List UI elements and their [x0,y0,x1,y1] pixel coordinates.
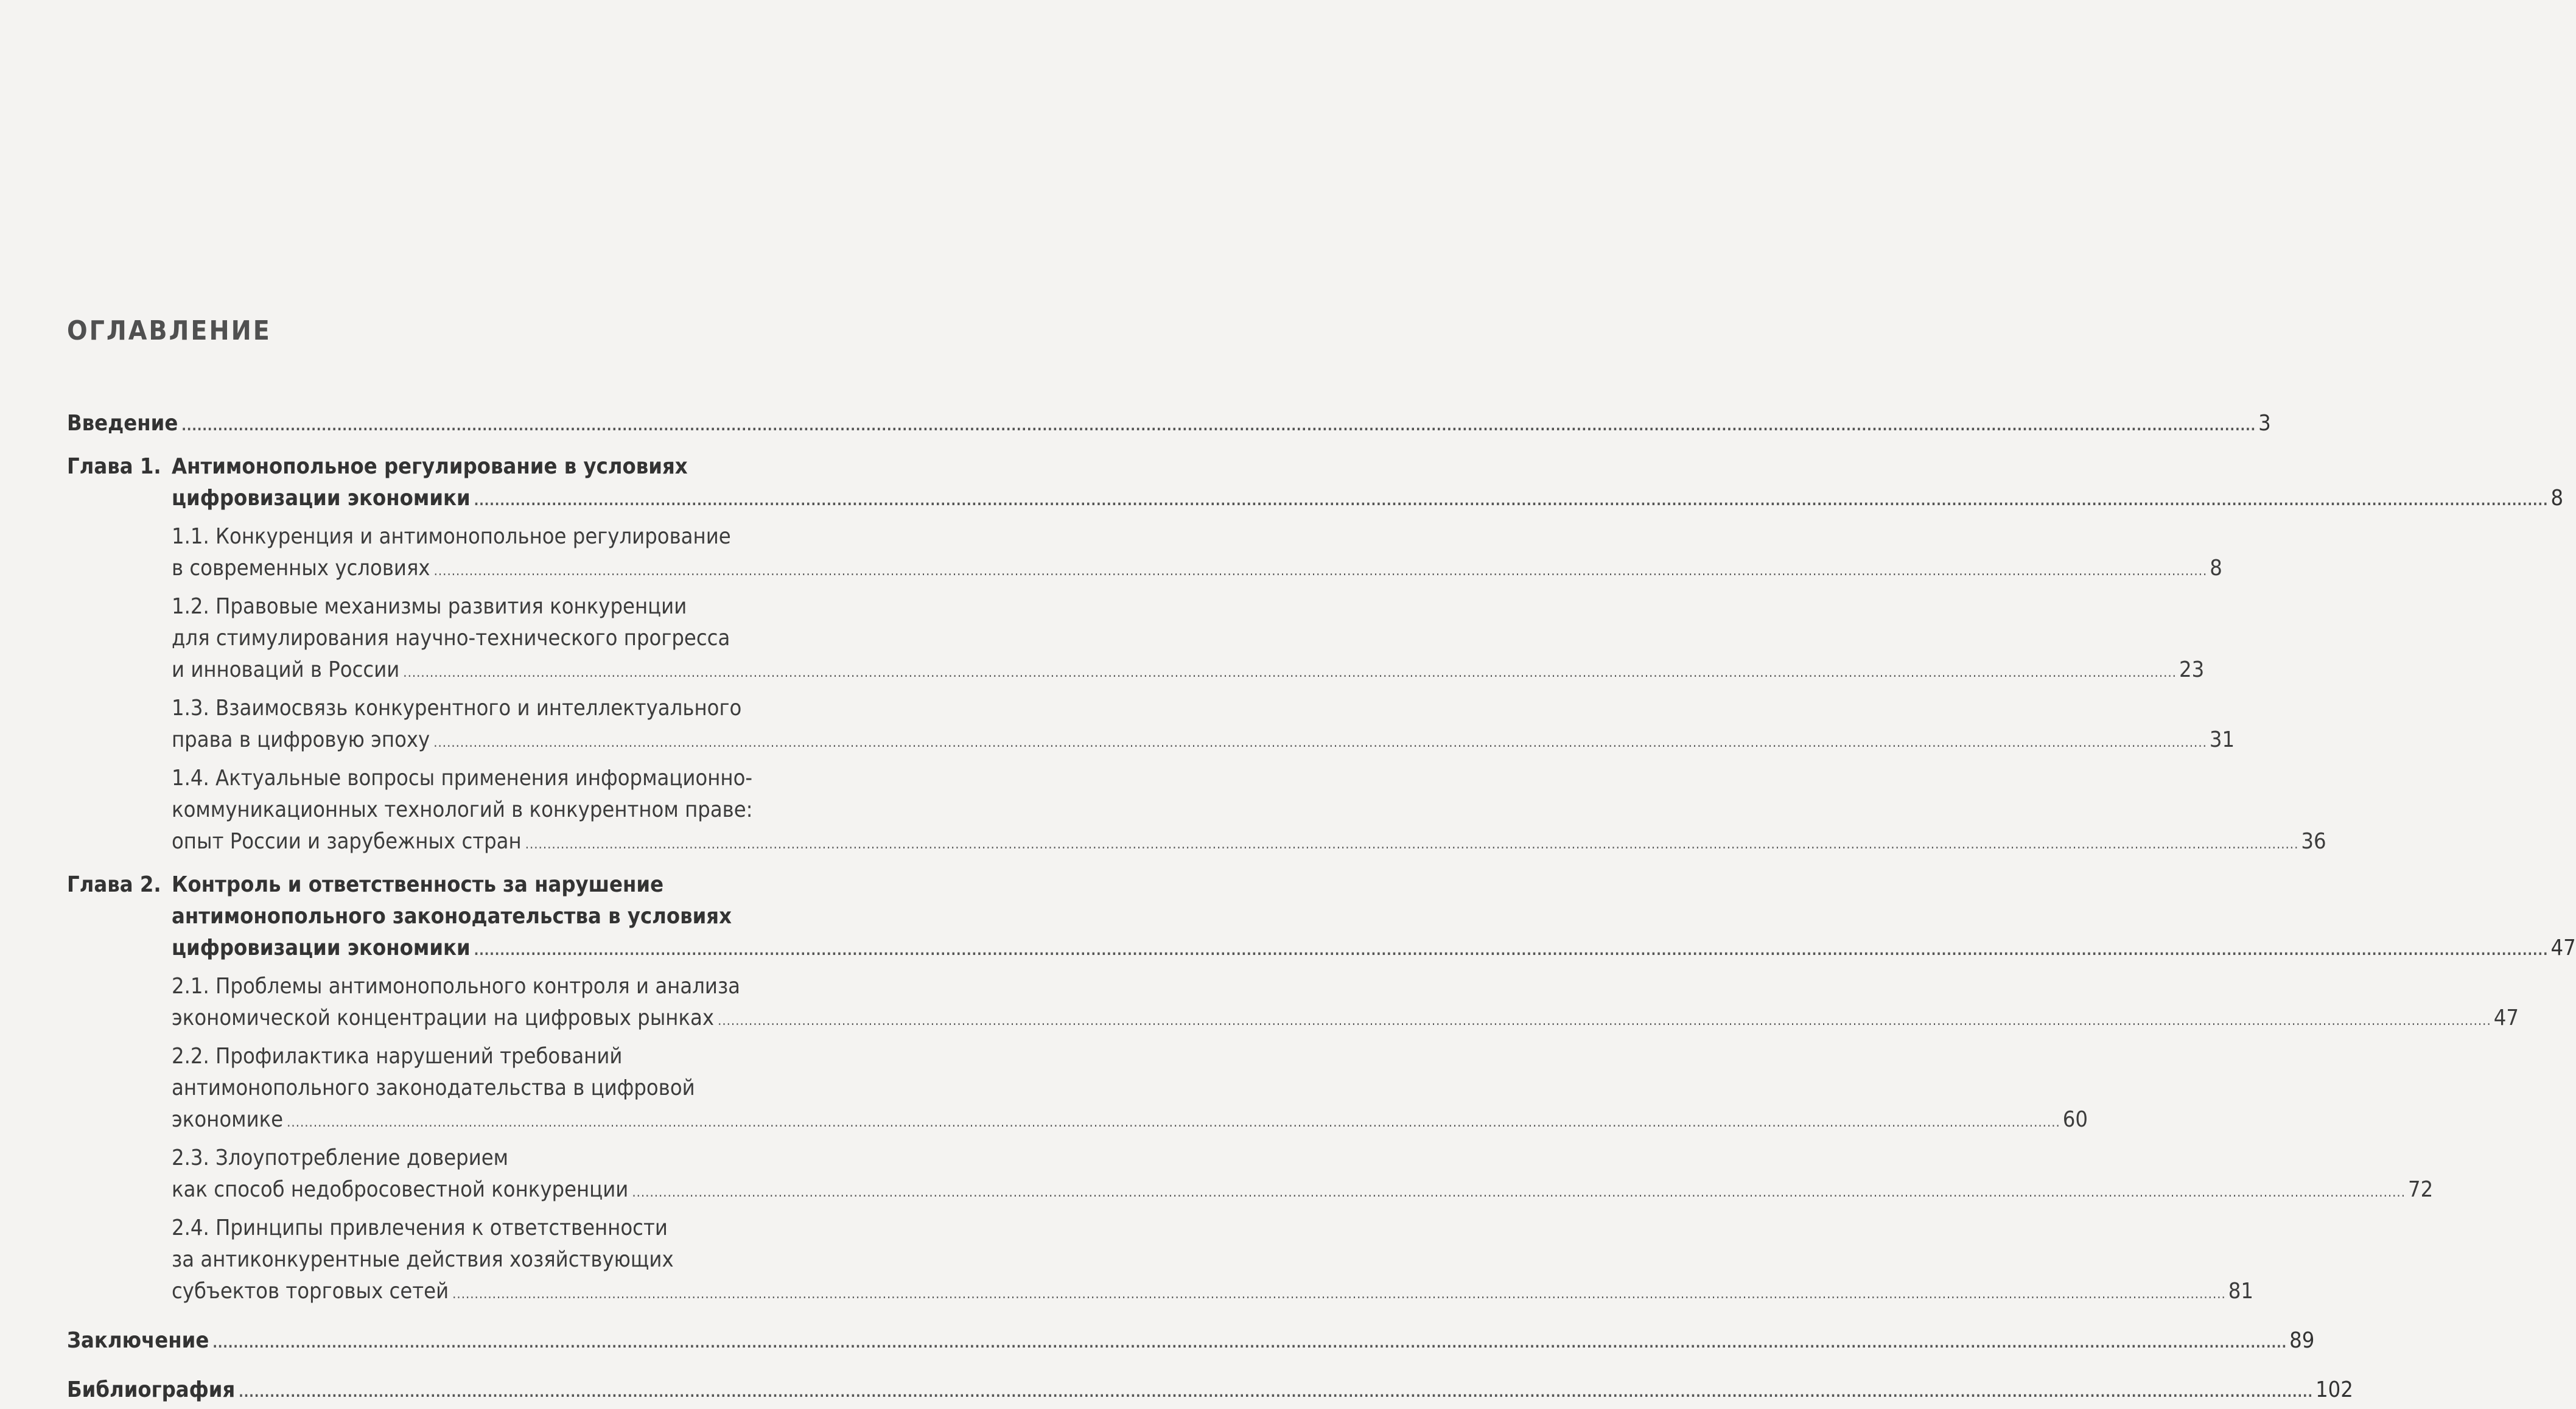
toc-section-1-2 [67,591,2205,689]
toc-entry-title: как способ недобросовестной конкуренции [172,1177,629,1202]
toc-page-number: 36 [2301,829,2326,854]
toc-entry-title: антимонопольного законодательства в условиях [172,904,732,929]
toc-chapter-2 [67,869,2576,967]
toc-entry-title: 1.2. Правовые механизмы развития конкуренции [172,594,687,619]
table-of-contents [67,408,2576,1409]
toc-entry-title: 1.4. Актуальные вопросы применения информационно- [172,766,753,791]
toc-entry-bibliography [67,1374,2353,1409]
toc-entry-title: в современных условиях [172,556,430,581]
dot-leader: ................................................................................................................................................................................................................................................................................................................................................................................................................ [181,419,2256,434]
toc-entry-title: Заключение [67,1328,209,1353]
toc-entry-title: цифровизации экономики [172,486,471,511]
dot-leader: ................................................................................................................................................................................................................................................................................................................................................................................................................ [433,564,2208,579]
toc-entry-title: опыт России и зарубежных стран [172,829,522,854]
toc-entry-title: 2.4. Принципы привлечения к ответственности [172,1215,668,1240]
dot-leader: ................................................................................................................................................................................................................................................................................................................................................................................................................ [474,943,2549,959]
dot-leader: ................................................................................................................................................................................................................................................................................................................................................................................................................ [403,665,2177,680]
toc-page-number: 47 [2493,1005,2519,1030]
toc-entry-title: для стимулирования научно-технического прогресса [172,626,730,651]
toc-entry-title: 1.3. Взаимосвязь конкурентного и интеллектуального [172,696,742,721]
toc-entry-intro [67,408,2271,442]
toc-entry-conclusion [67,1325,2315,1360]
toc-section-2-4 [67,1212,2253,1310]
toc-page-number: 8 [2550,486,2564,511]
chapter-label: Глава 1. [67,454,161,479]
toc-entry-title: экономической концентрации на цифровых рынках [172,1005,715,1030]
toc-section-2-2 [67,1041,2088,1139]
toc-entry-title: 1.1. Конкуренция и антимонопольное регулирование [172,524,731,549]
toc-page-number: 23 [2179,657,2205,682]
toc-entry-title: антимонопольного законодательства в цифровой [172,1075,695,1100]
toc-section-2-3 [67,1142,2434,1209]
dot-leader: ................................................................................................................................................................................................................................................................................................................................................................................................................ [287,1115,2060,1130]
toc-entry-title: Антимонопольное регулирование в условиях [172,454,688,479]
toc-entry-title: Введение [67,411,178,436]
toc-page-number: 81 [2228,1279,2253,1304]
dot-leader: ................................................................................................................................................................................................................................................................................................................................................................................................................ [525,837,2299,852]
dot-leader: ................................................................................................................................................................................................................................................................................................................................................................................................................ [632,1185,2406,1200]
toc-entry-title: 2.1. Проблемы антимонопольного контроля и анализа [172,974,741,999]
toc-page-number: 47 [2550,935,2576,960]
toc-entry-title: 2.2. Профилактика нарушений требований [172,1044,623,1069]
toc-entry-title: субъектов торговых сетей [172,1279,449,1304]
page-title: ОГЛАВЛЕНИЕ [67,315,271,346]
dot-leader: ................................................................................................................................................................................................................................................................................................................................................................................................................ [239,1385,2314,1400]
toc-entry-title: права в цифровую эпоху [172,727,430,752]
toc-entry-title: цифровизации экономики [172,935,471,960]
toc-page-number: 3 [2258,411,2271,436]
toc-section-2-1 [67,971,2519,1037]
toc-page-number: 102 [2315,1377,2353,1402]
chapter-label: Глава 2. [67,872,161,897]
toc-entry-title: 2.3. Злоупотребление доверием [172,1145,509,1170]
dot-leader: ................................................................................................................................................................................................................................................................................................................................................................................................................ [212,1336,2287,1351]
toc-entry-title: и инноваций в России [172,657,400,682]
toc-entry-title: Библиография [67,1377,236,1402]
toc-page-number: 72 [2407,1177,2434,1202]
toc-page-number: 8 [2210,556,2222,581]
toc-entry-title: коммуникационных технологий в конкурентном праве: [172,797,753,822]
toc-entry-title: за антиконкурентные действия хозяйствующих [172,1247,674,1272]
toc-section-1-4 [67,763,2326,861]
dot-leader: ................................................................................................................................................................................................................................................................................................................................................................................................................ [433,735,2207,750]
toc-entry-title: Контроль и ответственность за нарушение [172,872,664,897]
dot-leader: ................................................................................................................................................................................................................................................................................................................................................................................................................ [718,1013,2491,1029]
toc-chapter-1 [67,451,2564,517]
toc-section-1-1 [67,521,2222,587]
toc-page-number: 89 [2289,1328,2315,1353]
toc-section-1-3 [67,693,2235,759]
toc-page-number: 31 [2209,727,2235,752]
dot-leader: ................................................................................................................................................................................................................................................................................................................................................................................................................ [452,1287,2226,1302]
toc-entry-title: экономике [172,1107,284,1132]
toc-page-number: 60 [2062,1107,2088,1132]
dot-leader: ................................................................................................................................................................................................................................................................................................................................................................................................................ [474,494,2549,509]
